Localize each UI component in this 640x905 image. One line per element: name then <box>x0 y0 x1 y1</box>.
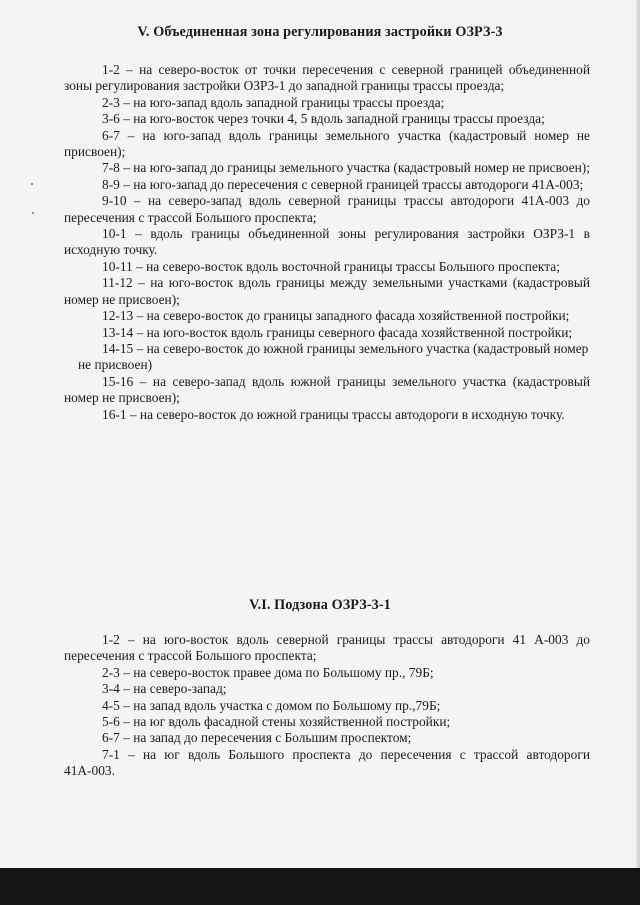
boundary-paragraph-continuation: не присвоен) <box>78 357 153 373</box>
boundary-paragraph: 2-3 – на северо-восток правее дома по Большому пр., 79Б; <box>102 664 434 680</box>
section-6-heading: V.I. Подзона ОЗРЗ-3-1 <box>249 597 391 613</box>
boundary-paragraph: 15-16 – на северо-запад вдоль южной границы земельного участка (кадастровый номер не присвоен); <box>64 373 590 406</box>
scan-speck <box>32 212 34 214</box>
page-edge-shadow <box>636 0 640 868</box>
boundary-paragraph: 10-1 – вдоль границы объединенной зоны регулирования застройки ОЗРЗ-1 в исходную точку. <box>64 226 590 258</box>
section-5-heading: V. Объединенная зона регулирования застройки ОЗРЗ-3 <box>137 24 503 40</box>
boundary-paragraph: 7-1 – на юг вдоль Большого проспекта до пересечения с трассой автодороги 41А-003. <box>64 746 590 779</box>
boundary-paragraph: 3-6 – на юго-восток через точки 4, 5 вдоль западной границы трассы проезда; <box>102 111 545 127</box>
boundary-paragraph: 1-2 – на северо-восток от точки пересечения с северной границей объединенной зоны регулирования застройки ОЗРЗ-1 до западной границы трассы проезда; <box>64 62 590 94</box>
section-6-body <box>64 632 590 780</box>
boundary-paragraph: 12-13 – на северо-восток до границы западного фасада хозяйственной постройки; <box>102 308 570 324</box>
boundary-paragraph: 2-3 – на юго-запад вдоль западной границы трассы проезда; <box>102 94 445 110</box>
boundary-paragraph: 8-9 – на юго-запад до пересечения с северной границей трассы автодороги 41А-003; <box>102 176 584 192</box>
boundary-paragraph: 5-6 – на юг вдоль фасадной стены хозяйственной постройки; <box>102 714 451 730</box>
boundary-paragraph: 6-7 – на юго-запад вдоль границы земельного участка (кадастровый номер не присвоен); <box>64 127 590 160</box>
boundary-paragraph: 14-15 – на северо-восток до южной границы земельного участка (кадастровый номер <box>102 340 589 356</box>
boundary-paragraph: 10-11 – на северо-восток вдоль восточной границы трассы Большого проспекта; <box>102 258 560 274</box>
scan-bottom-border <box>0 868 640 905</box>
boundary-paragraph: 16-1 – на северо-восток до южной границы трассы автодороги в исходную точку. <box>102 406 565 422</box>
boundary-paragraph: 11-12 – на юго-восток вдоль границы между земельными участками (кадастровый номер не присвоен); <box>64 275 590 307</box>
boundary-paragraph: 7-8 – на юго-запад до границы земельного участка (кадастровый номер не присвоен); <box>102 160 590 176</box>
boundary-paragraph: 13-14 – на юго-восток вдоль границы северного фасада хозяйственной постройки; <box>102 324 573 340</box>
section-5-body <box>64 62 590 423</box>
boundary-paragraph: 1-2 – на юго-восток вдоль северной границы трассы автодороги 41 А-003 до пересечения с трассой Большого проспекта; <box>64 632 590 664</box>
boundary-paragraph: 9-10 – на северо-запад вдоль северной границы трассы автодороги 41А-003 до пересечения с трассой Большого проспекта; <box>64 193 590 225</box>
boundary-paragraph: 3-4 – на северо-запад; <box>102 681 227 697</box>
boundary-paragraph: 4-5 – на запад вдоль участка с домом по Большому пр.,79Б; <box>102 697 441 713</box>
boundary-paragraph: 6-7 – на запад до пересечения с Большим проспектом; <box>102 730 412 746</box>
scan-speck <box>31 183 33 185</box>
